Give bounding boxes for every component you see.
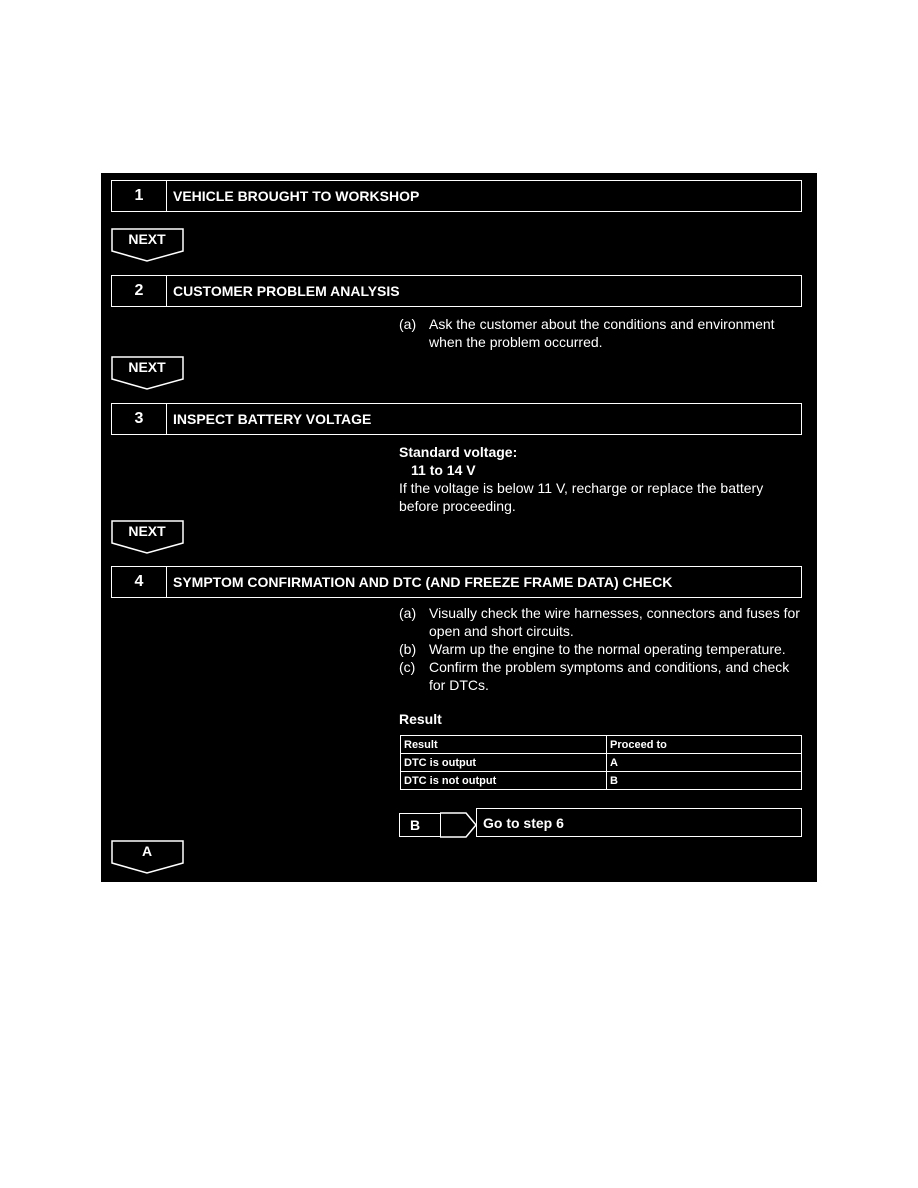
step-1-header (111, 180, 802, 212)
step-3-header (111, 403, 802, 435)
procedure-panel (101, 173, 817, 882)
next-label: NEXT (128, 231, 166, 247)
list-item (399, 315, 804, 351)
next-arrow-1 (111, 228, 184, 262)
proceed-label: A (141, 843, 153, 859)
spec-value: 11 to 14 V (411, 462, 476, 478)
step-4-content (399, 599, 804, 705)
table-cell: B (607, 772, 802, 790)
item-text: Warm up the engine to the normal operating temperature. (429, 641, 786, 657)
next-label: NEXT (128, 359, 166, 375)
table-header-row (401, 736, 802, 754)
step-number: 1 (112, 181, 167, 211)
table-row (401, 772, 802, 790)
list-item (399, 604, 804, 640)
step-number: 4 (112, 567, 167, 597)
next-arrow-2 (111, 356, 184, 390)
branch-b-box: B (399, 813, 441, 837)
item-marker: (c) (399, 659, 416, 675)
step-title: INSPECT BATTERY VOLTAGE (173, 411, 372, 427)
table-row (401, 754, 802, 772)
item-text: Confirm the problem symptoms and conditions, and check for DTCs. (429, 659, 790, 693)
column-header: Proceed to (607, 736, 802, 754)
item-marker: (a) (399, 605, 417, 621)
list-item (399, 640, 804, 658)
step-2-content (399, 315, 804, 351)
table-cell: A (607, 754, 802, 772)
step-2-header (111, 275, 802, 307)
step-number: 3 (112, 404, 167, 434)
right-arrow-icon (440, 812, 478, 838)
step-4-header (111, 566, 802, 598)
goto-step-box: Go to step 6 (476, 808, 802, 837)
table-cell: DTC is not output (401, 772, 607, 790)
item-text: Ask the customer about the conditions and environment when the problem occurred. (429, 316, 775, 350)
result-table (400, 735, 802, 790)
step-title: SYMPTOM CONFIRMATION AND DTC (AND FREEZE FRAME DATA) CHECK (173, 574, 673, 590)
item-text: Visually check the wire harnesses, connectors and fuses for open and short circuits. (429, 605, 800, 639)
table-cell: DTC is output (401, 754, 607, 772)
proceed-a-arrow (111, 840, 184, 874)
step-title: VEHICLE BROUGHT TO WORKSHOP (173, 188, 420, 204)
step-number: 2 (112, 276, 167, 306)
result-heading: Result (399, 711, 442, 727)
list-item (399, 658, 804, 694)
item-marker: (b) (399, 641, 417, 657)
spec-label: Standard voltage: (399, 444, 518, 460)
item-marker: (a) (399, 316, 417, 332)
step-3-content (399, 443, 804, 515)
column-header: Result (401, 736, 607, 754)
battery-note: If the voltage is below 11 V, recharge or replace the battery before proceeding. (399, 480, 764, 514)
next-arrow-3 (111, 520, 184, 554)
step-title: CUSTOMER PROBLEM ANALYSIS (173, 283, 400, 299)
next-label: NEXT (128, 523, 166, 539)
